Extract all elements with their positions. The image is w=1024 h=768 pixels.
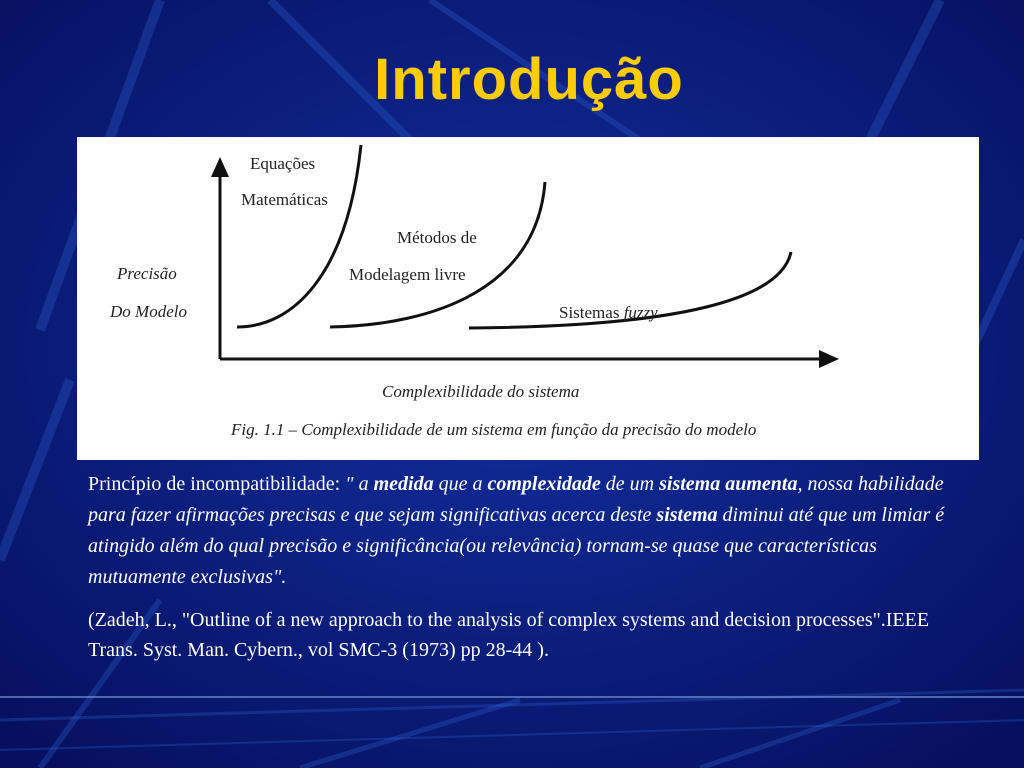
figure-caption: Fig. 1.1 – Complexibilidade de um sistema em função da precisão do modelo <box>231 420 757 439</box>
x-axis-label: Complexibilidade do sistema <box>382 382 580 401</box>
y-axis-label-line1: Precisão <box>117 264 177 283</box>
principle-q5: diminui até que um limiar é atingido além do qual precisão e significância(ou relevância) tornam-se quase que características mutuamente exclusivas". <box>88 504 945 588</box>
slide-title: Introdução <box>374 47 684 112</box>
curve-label-fuzzy-prefix: Sistemas <box>559 303 624 322</box>
y-axis-label-line2: Do Modelo <box>110 302 187 321</box>
principle-q1: " a <box>345 473 374 495</box>
figure-panel <box>77 137 979 460</box>
curve-label-fuzzy <box>559 303 658 323</box>
principle-lead: Princípio de incompatibilidade: <box>88 473 346 495</box>
principle-b4: sistema <box>656 504 718 526</box>
body-text <box>88 469 968 665</box>
principle-b2: complexidade <box>487 473 601 495</box>
principle-q3: de um <box>600 473 660 495</box>
principle-q2: que a <box>433 473 488 495</box>
y-axis-arrow-icon <box>211 157 229 177</box>
precision-complexity-diagram <box>77 137 979 460</box>
principle-paragraph <box>88 469 968 593</box>
principle-b3: sistema aumenta <box>659 473 798 495</box>
curve-label-metodos-line1: Métodos de <box>397 228 477 247</box>
x-axis-arrow-icon <box>819 350 839 368</box>
curve-label-equacoes-line1: Equações <box>250 154 316 173</box>
principle-b1: medida <box>373 473 434 495</box>
principle-q4: , nossa habilidade para fazer afirmações precisas e que sejam significativas acerca deste <box>88 473 944 526</box>
citation: (Zadeh, L., "Outline of a new approach to the analysis of complex systems and decision processes".IEEE Trans. Syst. Man. Cybern., vol SMC-3 (1973) pp 28-44 ). <box>88 609 930 661</box>
curve-label-fuzzy-italic: fuzzy <box>623 303 658 322</box>
curve-label-metodos-line2: Modelagem livre <box>349 265 466 284</box>
curve-metodos <box>330 182 545 327</box>
curve-label-equacoes-line2: Matemáticas <box>241 190 328 209</box>
